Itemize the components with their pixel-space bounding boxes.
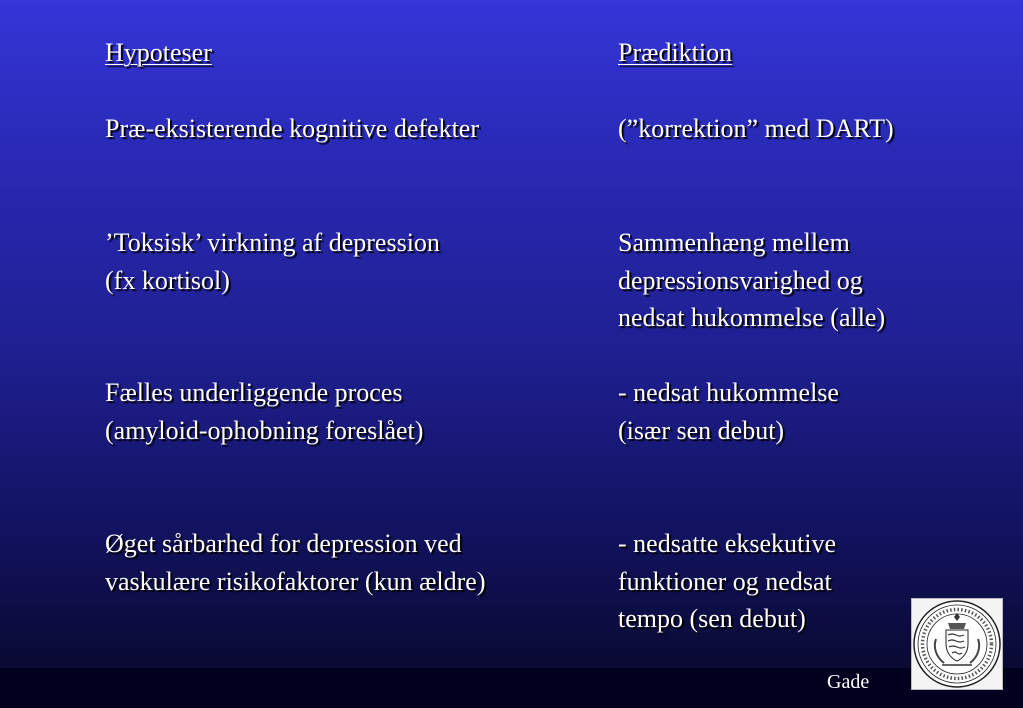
hypothesis-1: Præ-eksisterende kognitive defekter: [105, 114, 479, 143]
hypothesis-4: Øget sårbarhed for depression ved vaskulære risikofaktorer (kun ældre): [105, 529, 486, 596]
footer-band: [0, 668, 1023, 708]
university-seal-icon: [911, 598, 1003, 690]
hypotheses-heading: Hypoteser: [105, 38, 212, 67]
prediction-2: Sammenhæng mellem depressionsvarighed og nedsat hukommelse (alle): [618, 228, 886, 332]
hypothesis-3: Fælles underliggende proces (amyloid-ophobning foreslået): [105, 378, 424, 445]
prediction-1: (”korrektion” med DART): [618, 114, 894, 143]
hypothesis-2: ’Toksisk’ virkning af depression (fx kortisol): [105, 228, 440, 295]
prediction-heading: Prædiktion: [618, 38, 733, 67]
prediction-4: - nedsatte eksekutive funktioner og nedsat tempo (sen debut): [618, 529, 837, 633]
footer-author: Gade: [827, 671, 870, 693]
prediction-3: - nedsat hukommelse (især sen debut): [618, 378, 839, 445]
